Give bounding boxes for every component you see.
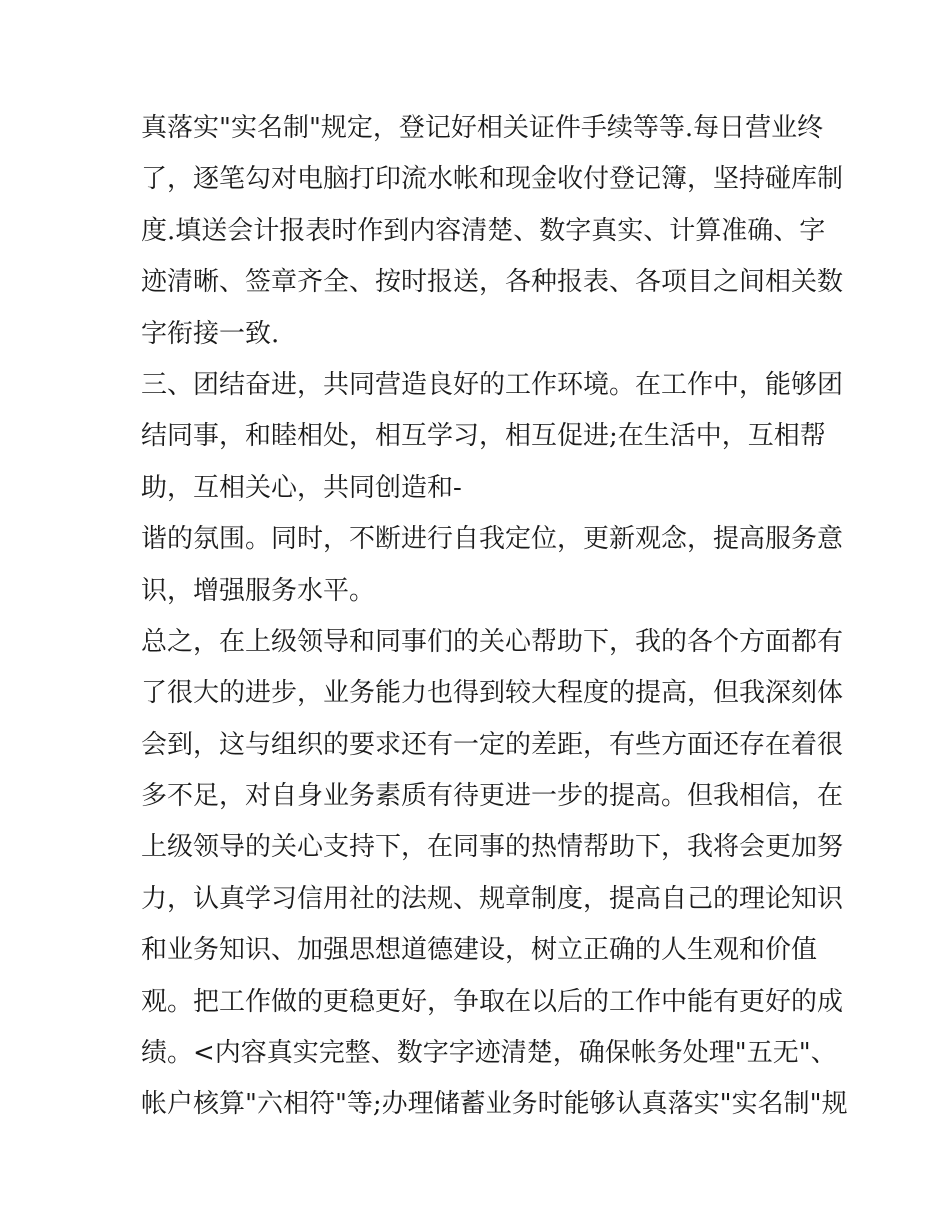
text-line: 力，认真学习信用社的法规、规章制度，提高自己的理论知识 <box>141 883 844 914</box>
text-line: 字衔接一致. <box>141 318 280 349</box>
text-line: 帐户核算"六相符"等;办理储蓄业务时能够认真落实"实名制"规 <box>141 1089 848 1120</box>
text-line: 了，逐笔勾对电脑打印流水帐和现金收付登记簿，坚持碰库制 <box>141 164 844 195</box>
text-line: 真落实"实名制"规定，登记好相关证件手续等等.每日营业终 <box>141 113 824 143</box>
text-line: 会到，这与组织的要求还有一定的差距，有些方面还存在着很 <box>141 729 844 760</box>
text-line: 助，互相关心，共同创造和- <box>141 472 462 503</box>
text-line: 绩。<内容真实完整、数字字迹清楚，确保帐务处理"五无"、 <box>141 1038 837 1069</box>
text-line: 了很大的进步，业务能力也得到较大程度的提高，但我深刻体 <box>141 678 844 709</box>
text-line: 识，增强服务水平。 <box>141 575 376 606</box>
text-line: 谐的氛围。同时，不断进行自我定位，更新观念，提高服务意 <box>141 524 844 555</box>
text-line: 观。把工作做的更稳更好，争取在以后的工作中能有更好的成 <box>141 986 844 1017</box>
text-line: 多不足，对自身业务素质有待更进一步的提高。但我相信，在 <box>141 781 844 812</box>
text-line: 三、团结奋进，共同营造良好的工作环境。在工作中，能够团 <box>141 369 844 400</box>
text-line: 上级领导的关心支持下，在同事的热情帮助下，我将会更加努 <box>141 832 844 863</box>
document-body <box>141 103 848 1131</box>
text-line: 度.填送会计报表时作到内容清楚、数字真实、计算准确、字 <box>141 215 826 246</box>
text-line: 和业务知识、加强思想道德建设，树立正确的人生观和价值 <box>141 935 818 966</box>
text-line: 结同事，和睦相处，相互学习，相互促进;在生活中，互相帮 <box>141 421 826 452</box>
text-line: 迹清晰、签章齐全、按时报送，各种报表、各项目之间相关数 <box>141 267 844 298</box>
text-line: 总之，在上级领导和同事们的关心帮助下，我的各个方面都有 <box>141 626 844 657</box>
